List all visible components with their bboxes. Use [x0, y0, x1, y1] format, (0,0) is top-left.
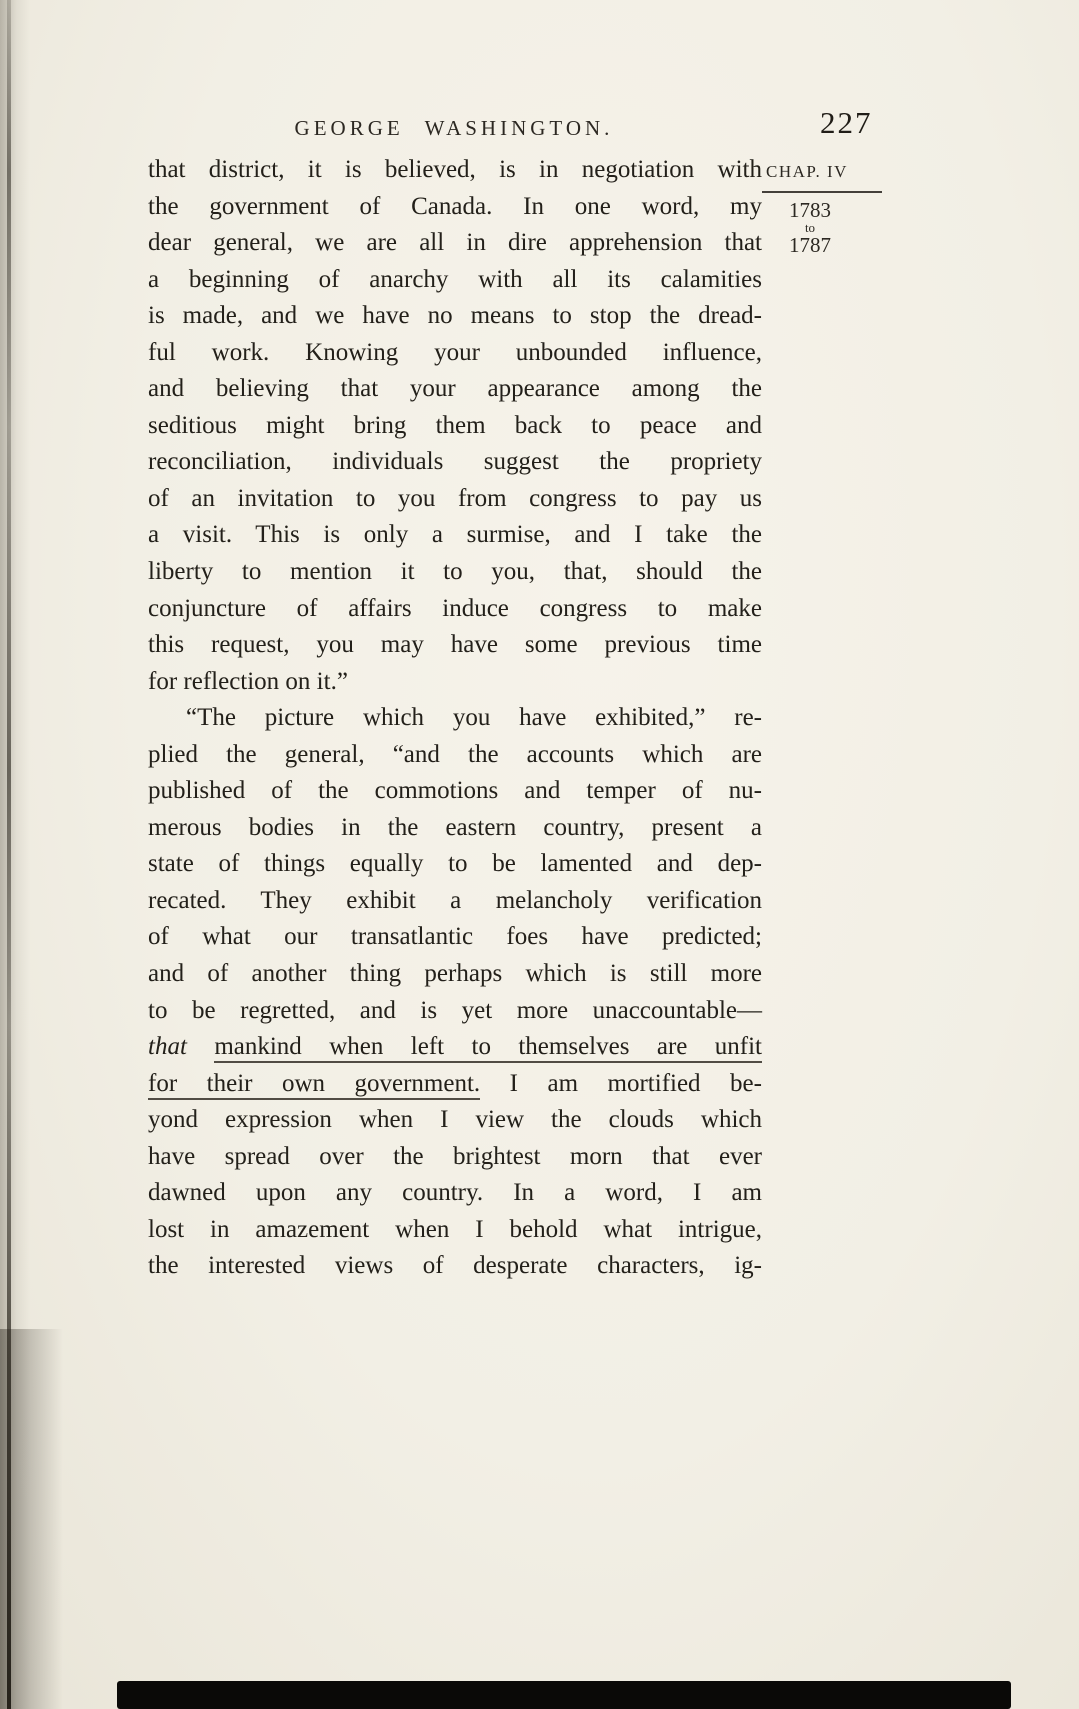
text-line: plied the general, “and the accounts which are: [148, 740, 762, 768]
text-line: yond expression when I view the clouds which: [148, 1106, 762, 1134]
text-line: “The picture which you have exhibited,” re-: [186, 704, 762, 732]
text-line: [148, 1066, 762, 1103]
text-line: conjuncture of affairs induce congress to make: [148, 594, 762, 622]
bottom-scan-bar: [117, 1681, 1011, 1709]
text-line: to be regretted, and is yet more unaccountable—: [148, 996, 762, 1024]
text-segment: that: [148, 1033, 215, 1061]
text-line: reconciliation, individuals suggest the propriety: [148, 448, 762, 476]
text-line: liberty to mention it to you, that, should the: [148, 558, 762, 586]
pencil-underlined-text: for their own government.: [148, 1070, 480, 1100]
text-line: the interested views of desperate characters, ig-: [148, 1252, 762, 1280]
text-line: lost in amazement when I behold what intrigue,: [148, 1215, 762, 1243]
text-line: published of the commotions and temper of nu-: [148, 777, 762, 805]
text-line: a beginning of anarchy with all its calamities: [148, 265, 762, 293]
text-line: seditious might bring them back to peace and: [148, 411, 762, 439]
year-end: 1787: [789, 233, 831, 257]
page-number: 227: [820, 105, 873, 140]
text-line: for reflection on it.”: [148, 667, 348, 695]
text-line: is made, and we have no means to stop the dread-: [148, 302, 762, 330]
text-line: and of another thing perhaps which is still more: [148, 960, 762, 988]
bottom-left-corner-shade: [0, 1329, 90, 1709]
year-range: [770, 199, 850, 257]
text-line: the government of Canada. In one word, my: [148, 192, 762, 220]
text-line: and believing that your appearance among the: [148, 375, 762, 403]
text-line: this request, you may have some previous time: [148, 631, 762, 659]
body-text: [148, 152, 762, 1285]
text-segment: I am mortified be-: [480, 1069, 762, 1097]
text-line: have spread over the brightest morn that ever: [148, 1142, 762, 1170]
year-connector: to: [804, 220, 816, 235]
text-line: state of things equally to be lamented and dep-: [148, 850, 762, 878]
text-line: dear general, we are all in dire apprehension that: [148, 229, 762, 257]
paragraph: [148, 700, 762, 1285]
text-line: dawned upon any country. In a word, I am: [148, 1179, 762, 1207]
text-line: of what our transatlantic foes have predicted;: [148, 923, 762, 951]
text-line: a visit. This is only a surmise, and I take the: [148, 521, 762, 549]
running-title: GEORGE WASHINGTON.: [294, 116, 614, 140]
margin-rule: [762, 191, 882, 193]
text-line: [148, 1029, 762, 1066]
chapter-label: CHAP. IV: [766, 162, 848, 181]
text-line: that district, it is believed, is in negotiation with: [148, 156, 762, 183]
text-line: recated. They exhibit a melancholy verification: [148, 886, 762, 914]
text-line: ful work. Knowing your unbounded influence,: [148, 338, 762, 366]
paragraph: [148, 152, 762, 700]
year-start: 1783: [789, 198, 831, 222]
text-line: merous bodies in the eastern country, present a: [148, 813, 762, 841]
text-line: of an invitation to you from congress to pay us: [148, 484, 762, 512]
pencil-underlined-text: mankind when left to themselves are unfit: [214, 1033, 762, 1063]
